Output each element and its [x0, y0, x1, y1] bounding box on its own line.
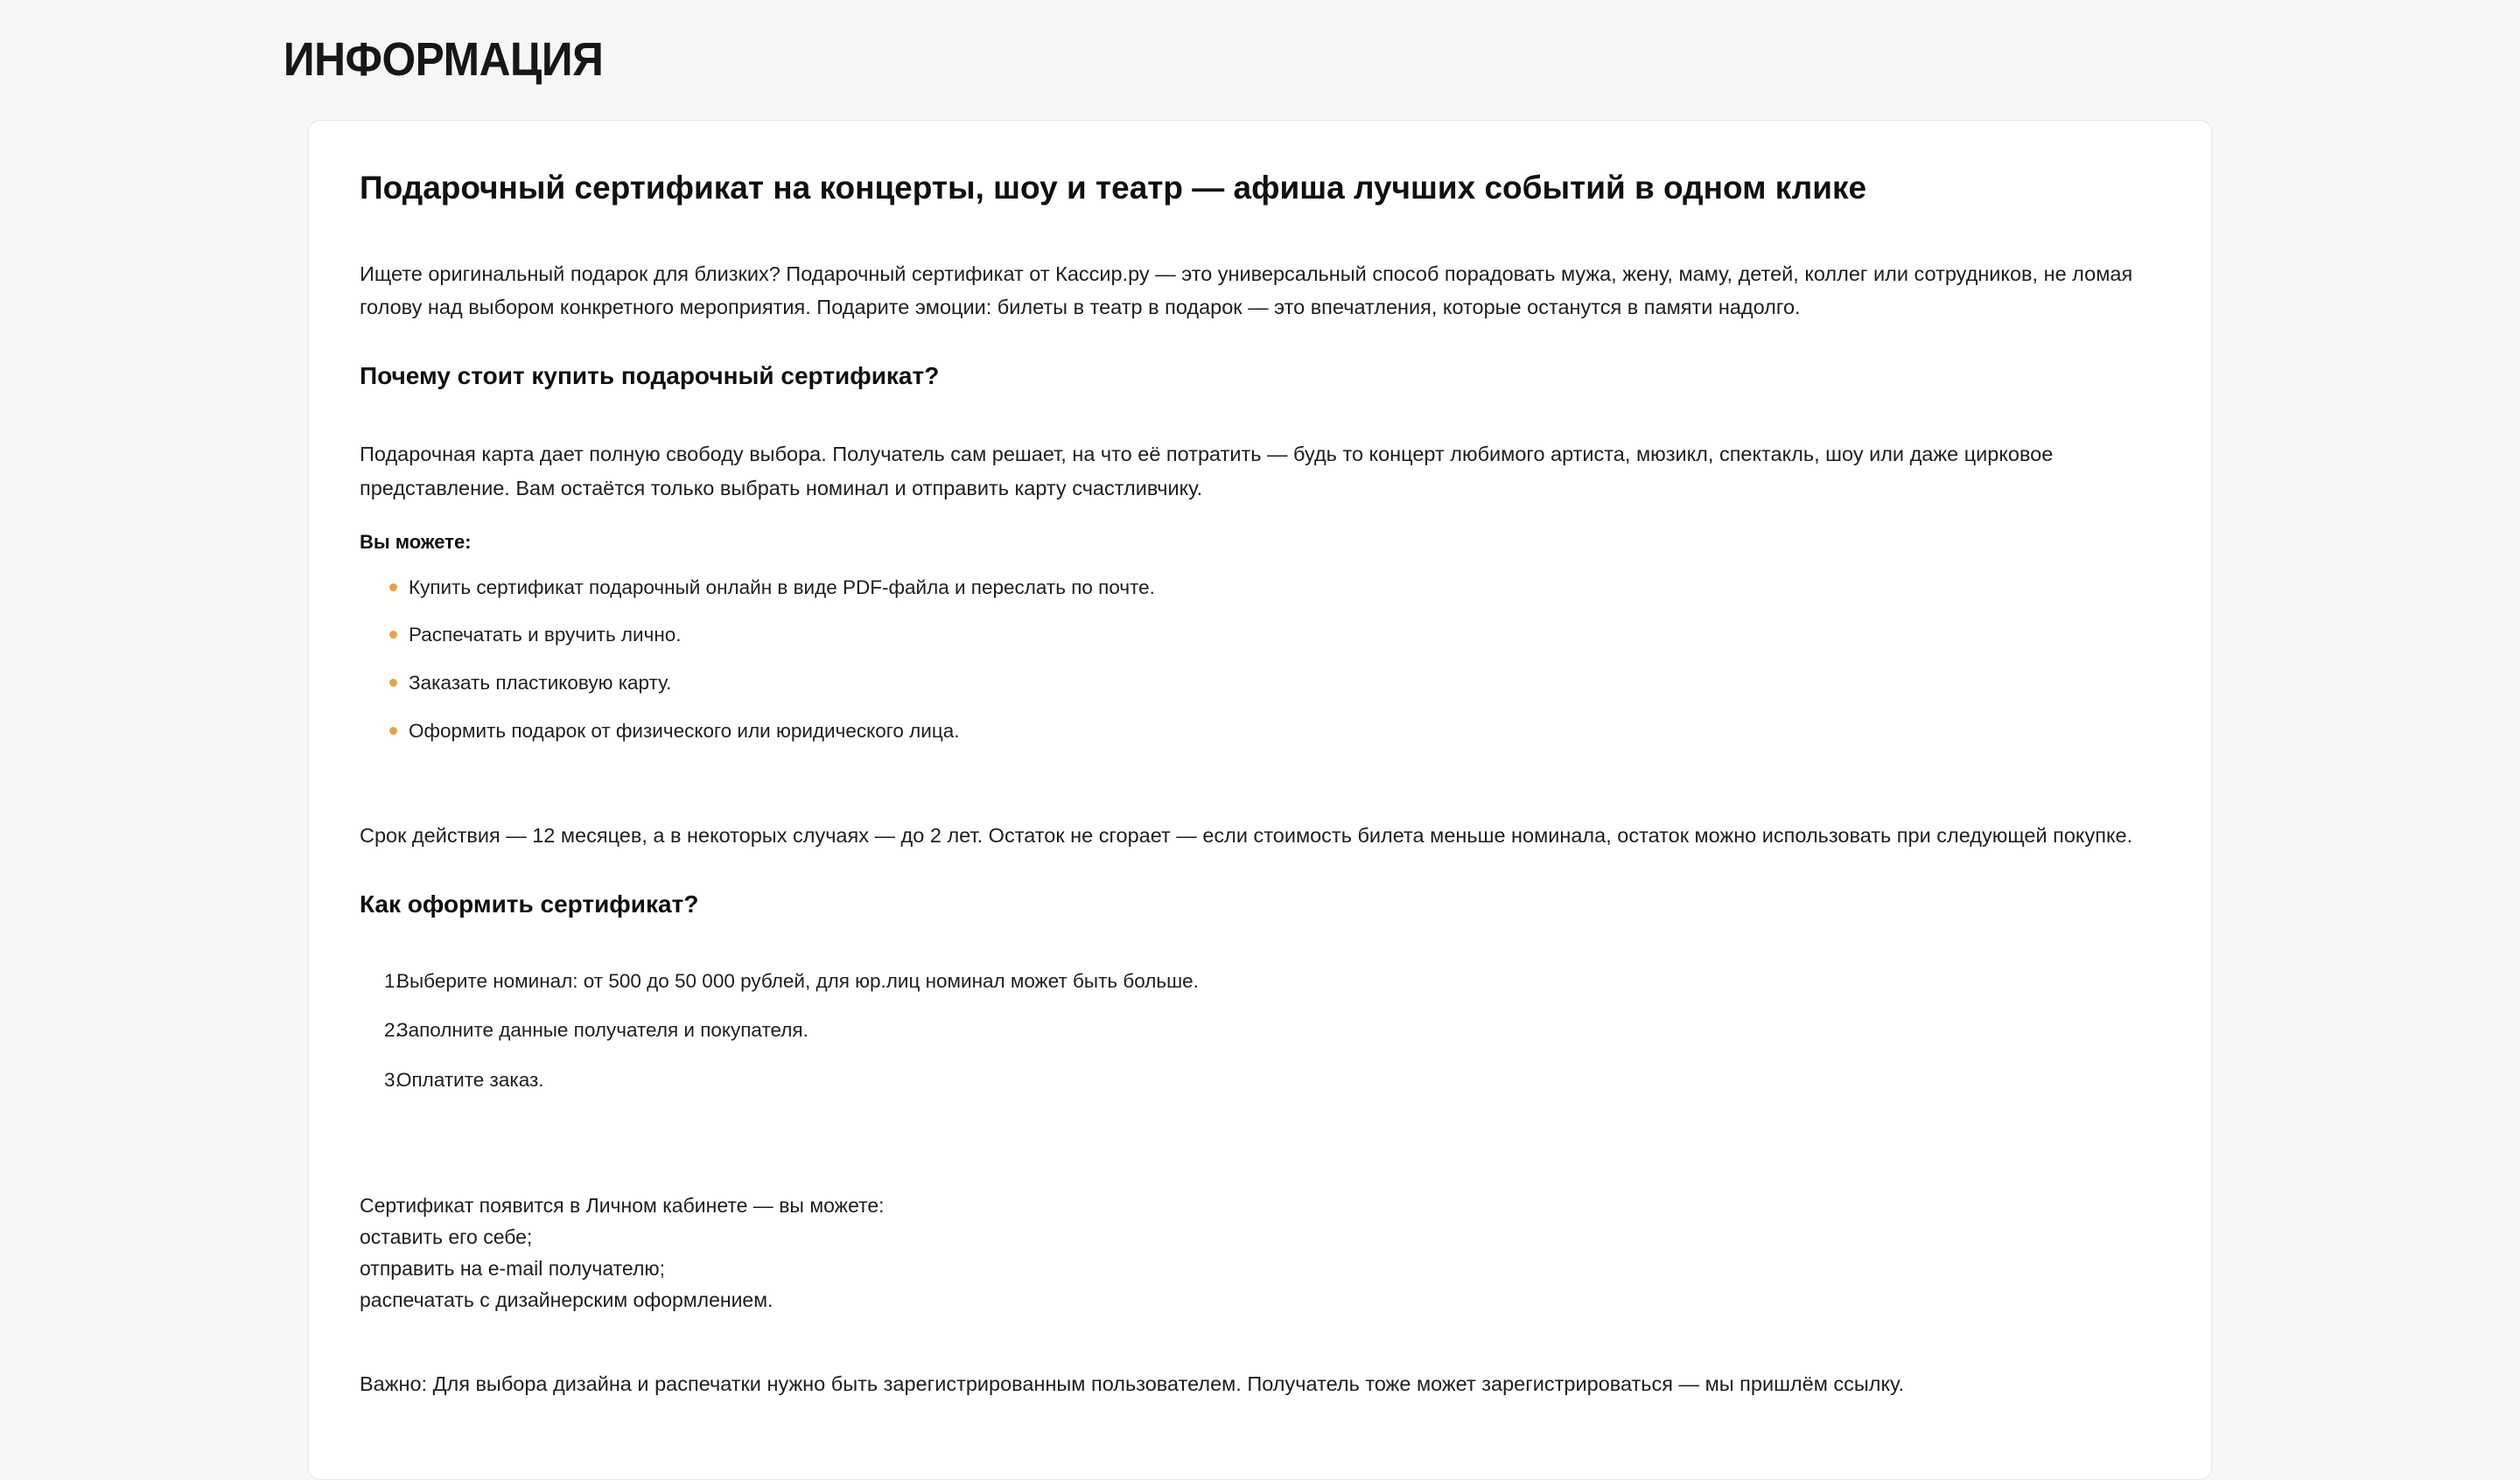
- cabinet-line: отправить на e-mail получателю;: [360, 1256, 666, 1280]
- list-item: Купить сертификат подарочный онлайн в виде PDF-файла и переслать по почте.: [360, 573, 2160, 621]
- you-can-label: Вы можете:: [360, 530, 472, 553]
- cabinet-line: распечатать с дизайнерским оформлением.: [360, 1288, 774, 1311]
- list-item: Распечатать и вручить лично.: [360, 620, 2160, 668]
- cabinet-block: [360, 1190, 2160, 1316]
- page-title: ИНФОРМАЦИЯ: [283, 33, 604, 86]
- you-can-list: [360, 573, 2160, 765]
- important-paragraph: Важно: Для выбора дизайна и распечатки нужно быть зарегистрированным пользователем. Получатель тоже может зарегистрироваться — мы пришлём ссылку.: [360, 1372, 1904, 1395]
- why-paragraph: Подарочная карта дает полную свободу выбора. Получатель сам решает, на что её потратить — будь то концерт любимого артиста, мюзикл, спектакль, шоу или даже цирковое представление. Вам остаётся только выбрать номинал и отправить карту счастливчику.: [360, 443, 2054, 499]
- cabinet-line: Сертификат появится в Личном кабинете — вы можете:: [360, 1194, 885, 1218]
- validity-paragraph: Срок действия — 12 месяцев, а в некоторых случаях — до 2 лет. Остаток не сгорает — если стоимость билета меньше номинала, остаток можно использовать при следующей покупке.: [360, 824, 2133, 848]
- section-heading-how: Как оформить сертификат?: [360, 890, 699, 918]
- list-item: Заказать пластиковую карту.: [360, 668, 2160, 716]
- how-steps-list: [360, 967, 2160, 1116]
- list-item: Оформить подарок от физического или юридического лица.: [360, 716, 2160, 764]
- spacer: [360, 1316, 2160, 1367]
- list-item: Выберите номинал: от 500 до 50 000 рублей, для юр.лиц номинал может быть больше.: [396, 969, 1199, 992]
- article-title: Подарочный сертификат на концерты, шоу и театр — афиша лучших событий в одном клике: [360, 169, 1867, 206]
- spacer: [360, 1140, 2160, 1190]
- list-item: Заполните данные получателя и покупателя.: [396, 1019, 808, 1042]
- info-card: [308, 120, 2212, 1480]
- cabinet-line: оставить его себе;: [360, 1225, 533, 1249]
- spacer: [360, 789, 2160, 819]
- section-heading-why: Почему стоит купить подарочный сертификат?: [360, 362, 940, 390]
- list-item: Оплатите заказ.: [396, 1069, 544, 1092]
- intro-paragraph: Ищете оригинальный подарок для близких? Подарочный сертификат от Кассир.ру — это универсальный способ порадовать мужа, жену, маму, детей, коллег или сотрудников, не ломая голову над выбором конкретного мероприятия. Подарите эмоции: билеты в театр в подарок — это впечатления, которые останутся в памяти надолго.: [360, 262, 2133, 318]
